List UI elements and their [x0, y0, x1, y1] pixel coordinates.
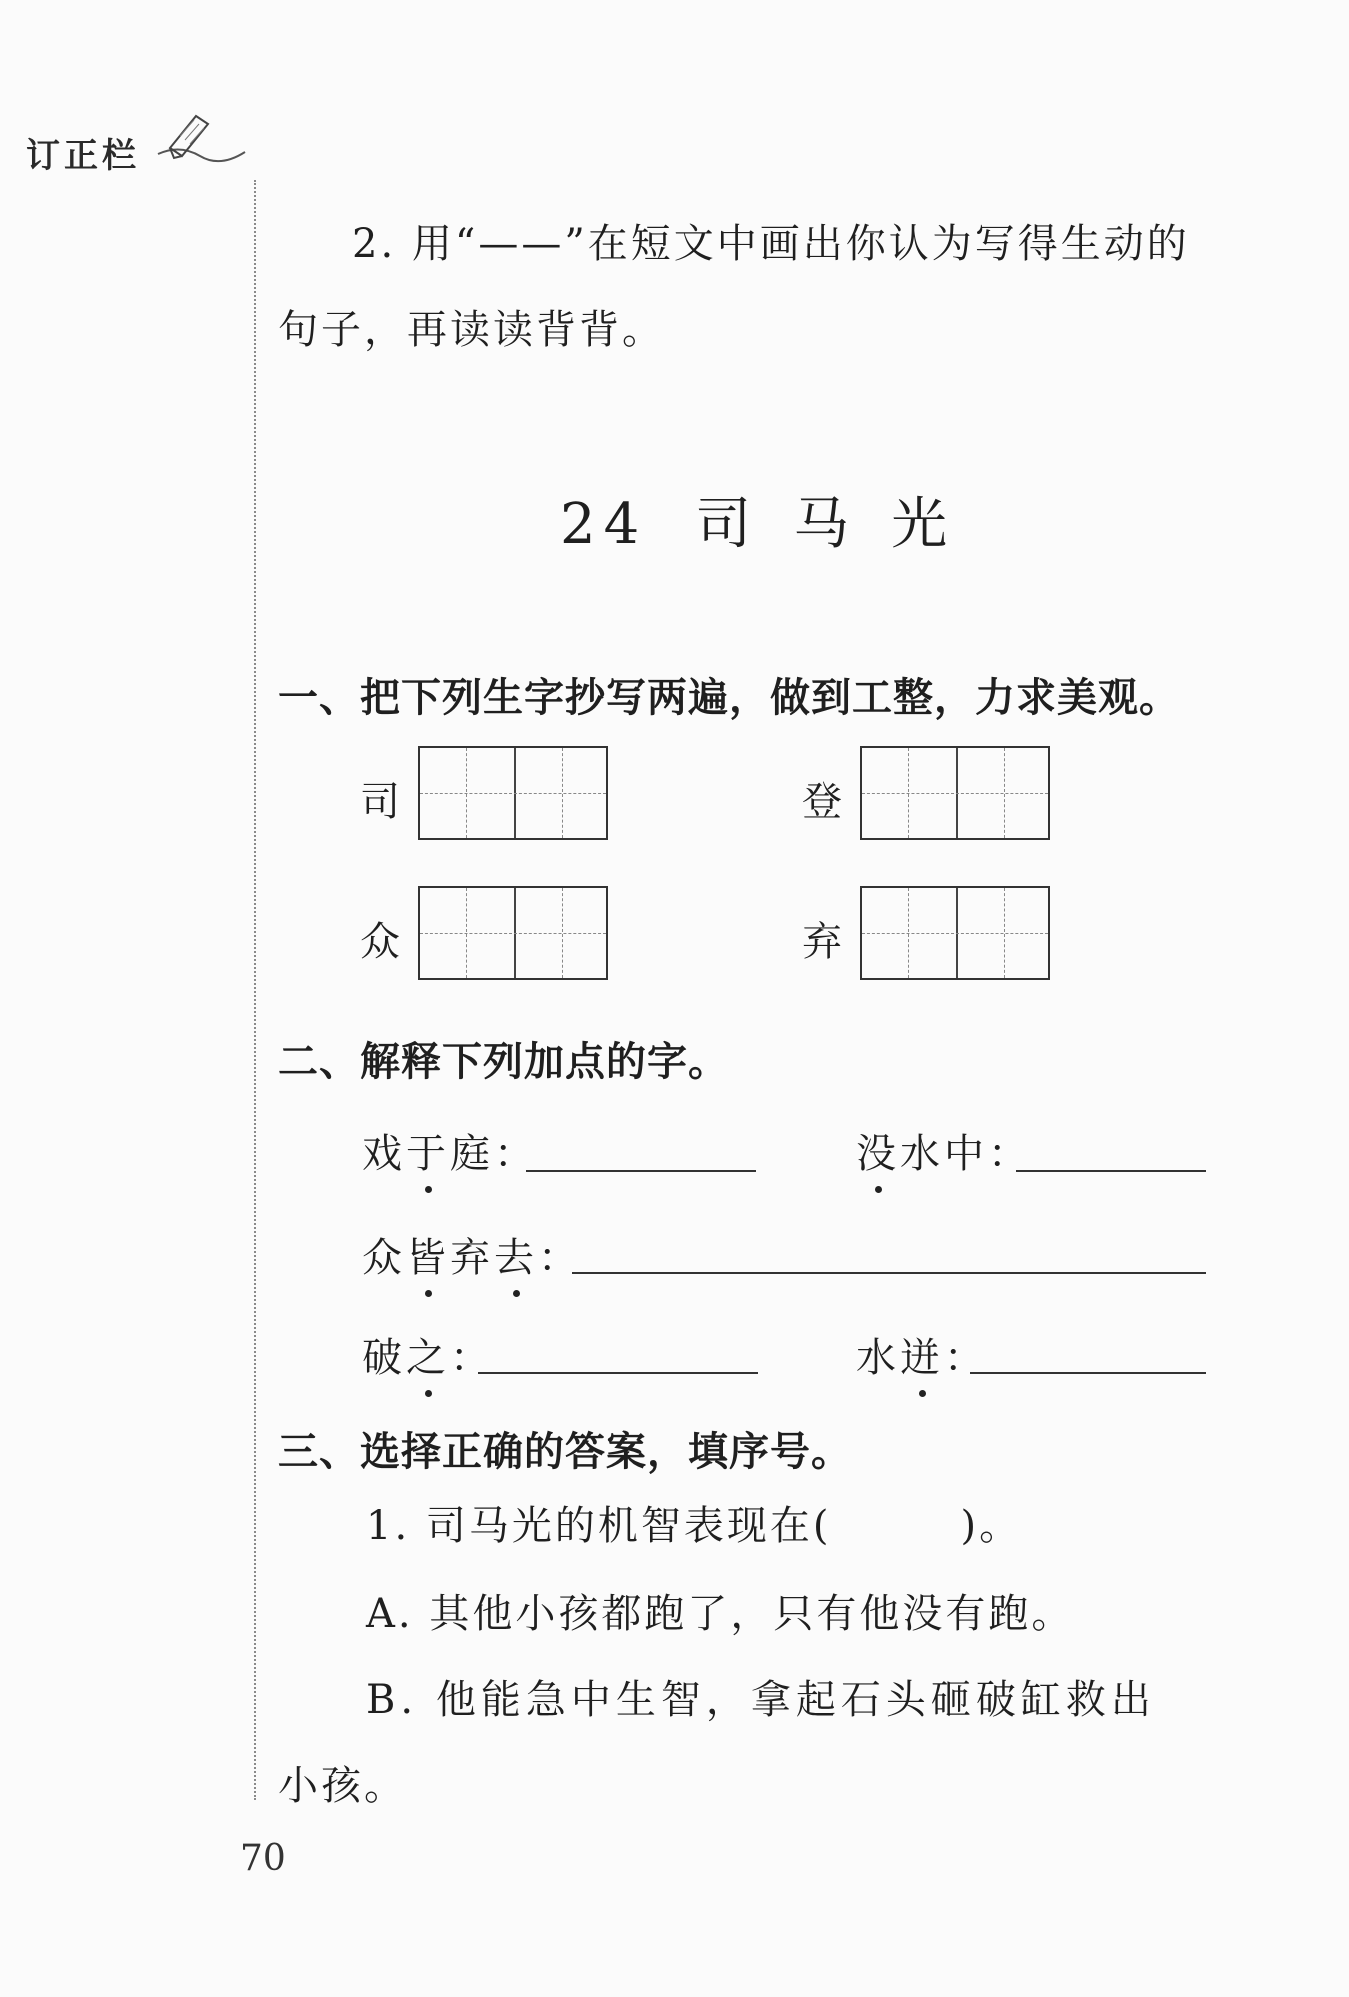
option-a: A. 其他小孩都跑了，只有他没有跑。	[366, 1591, 1075, 1637]
answer-blank[interactable]	[1016, 1170, 1206, 1172]
pencil-icon	[150, 104, 250, 164]
explain-item: 水迸：	[856, 1326, 988, 1383]
writing-grid[interactable]	[418, 886, 608, 980]
correction-margin-divider	[254, 180, 256, 1800]
answer-blank[interactable]	[526, 1170, 756, 1172]
answer-blank[interactable]	[970, 1372, 1206, 1374]
lesson-title-char: 光	[891, 492, 956, 557]
option-b-line1: B. 他能急中生智，拿起石头砸破缸救出	[366, 1677, 1156, 1723]
explain-item: 众皆弃去：	[362, 1226, 582, 1283]
lesson-title	[560, 480, 955, 560]
correction-column-title: 订正栏	[26, 136, 140, 176]
copy-char-label: 众	[360, 919, 400, 965]
top-paragraph-line2: 句子，再读读背背。	[278, 307, 665, 353]
writing-grid[interactable]	[418, 746, 608, 840]
explain-item: 没水中：	[856, 1122, 1032, 1179]
answer-blank[interactable]	[478, 1372, 758, 1374]
copy-char-label: 弃	[802, 919, 842, 965]
section2-heading: 二、解释下列加点的字。	[278, 1039, 729, 1085]
section3-heading: 三、选择正确的答案，填序号。	[278, 1429, 852, 1475]
page-number: 70	[240, 1838, 286, 1879]
copy-char-label: 司	[360, 779, 400, 825]
option-b-line2: 小孩。	[278, 1763, 407, 1809]
top-paragraph-line1: 2. 用“——”在短文中画出你认为写得生动的	[352, 221, 1190, 267]
question-1: 1. 司马光的机智表现在( )。	[366, 1503, 1023, 1549]
answer-blank[interactable]	[572, 1272, 1206, 1274]
explain-item: 破之：	[362, 1326, 494, 1383]
lesson-number: 24	[560, 492, 648, 557]
lesson-title-char: 马	[793, 492, 858, 557]
writing-grid[interactable]	[860, 886, 1050, 980]
explain-item: 戏于庭：	[362, 1122, 538, 1179]
section1-heading: 一、把下列生字抄写两遍，做到工整，力求美观。	[278, 675, 1180, 721]
copy-char-label: 登	[802, 779, 842, 825]
writing-grid[interactable]	[860, 746, 1050, 840]
lesson-title-char: 司	[695, 492, 760, 557]
